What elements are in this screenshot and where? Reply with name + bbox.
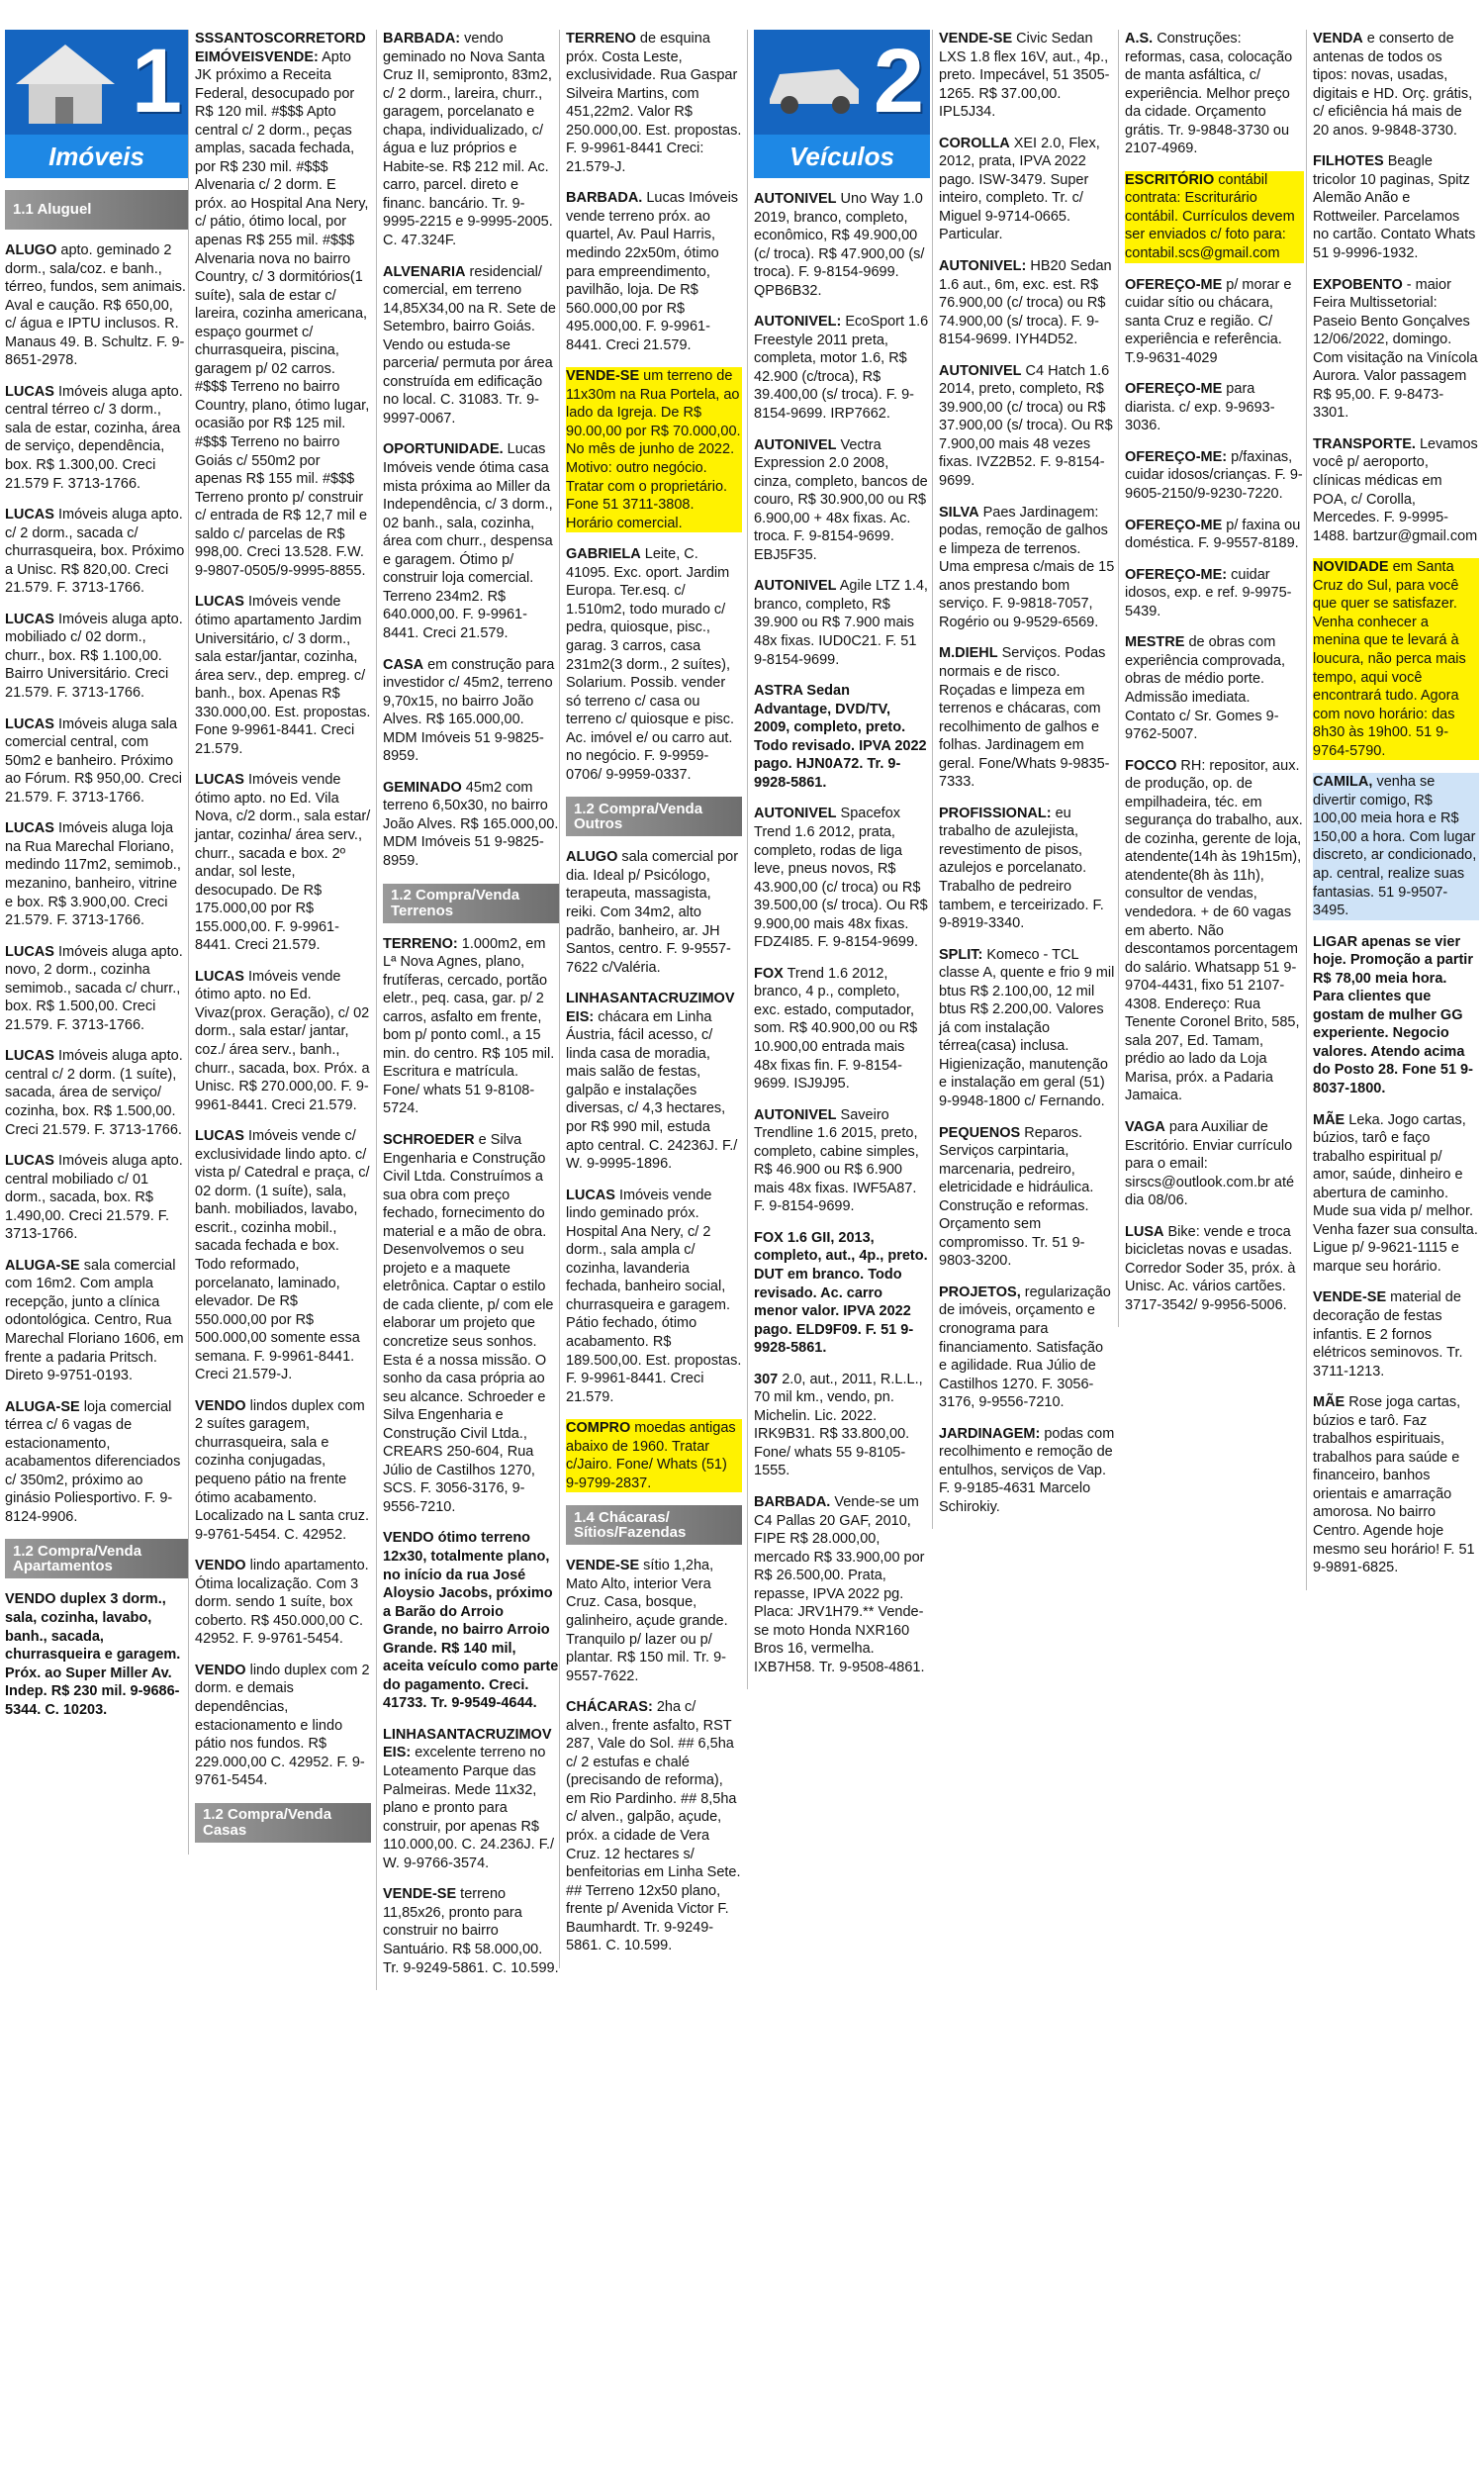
ad-heading: AUTONIVEL — [754, 578, 837, 595]
classified-ad — [566, 1698, 742, 1955]
classified-ad — [1125, 276, 1304, 368]
classified-ad — [566, 1419, 742, 1492]
subsection-header: 1.2 Compra/Venda Casas — [195, 1803, 371, 1843]
classified-ad — [939, 644, 1115, 791]
ad-heading: MÃE — [1313, 1111, 1345, 1128]
ad-heading: LUCAS — [5, 1048, 54, 1065]
classified-ad — [939, 257, 1115, 349]
classified-ad — [754, 577, 930, 669]
ad-text: Imóveis aluga apto. mobiliado c/ 02 dorm., churr., box. R$ 1.100,00. Bairro Universitário. Creci 21.579. F. 3713-1766. — [5, 611, 183, 702]
ad-text: Trend 1.6 2012, branco, 4 p., completo, exc. estado, computador, som. R$ 40.900,00 ou R$ 10.900,00 entrada mais 48x fixas fin. F. 9-8154-9699. ISJ9J95. — [754, 965, 918, 1093]
ad-heading: SSSANTOSCORRETORDEIMÓVEISVENDE: — [195, 31, 366, 65]
ad-text: em Santa Cruz do Sul, para você que quer se satisfazer. Venha conhecer a menina que te levará à loucura, não perca mais tempo, aqui você encontrará tudo. Agora com novo horário: das 8h30 às 19h00. 51 9-9764-5790. — [1313, 559, 1466, 759]
ad-text: Imóveis aluga loja na Rua Marechal Floriano, medindo 117m2, semimob., mezanino, banheiro, vitrine e box. R$ 3.900,00. Creci 21.579. F. 3713-1766. — [5, 820, 181, 929]
classified-ad — [5, 383, 188, 493]
classified-ad — [195, 968, 371, 1114]
ad-text: RH: repositor, aux. de produção, op. de empilhadeira, téc. em segurança do trabalho, aux. de cozinha, gerente de loja, atendente(14h às 19h15m), atendente(8h às 11h), consultor de vendas, vendedora. + de 60 vagas em aberto. Não descontamos porcentagem do salário. Whatsapp 51 9-9704-4431, fixo 51 2107-4308. Endereço: Rua Tenente Coronel Brito, 585, sala 207, Ed. Tamam, prédio ao lado da Loja Marisa, próx. a Padaria Jamaica. — [1125, 757, 1303, 1104]
ad-heading: LUCAS — [195, 772, 244, 789]
classified-ad — [566, 848, 742, 977]
ad-text: de obras com experiência comprovada, obras de médio porte. Admissão imediata. Contato c/ Sr. Gomes 9-9762-5007. — [1125, 634, 1286, 743]
subsection-header: 1.1 Aluguel — [5, 190, 188, 230]
ad-text: venha se divertir comigo, R$ 100,00 meia hora e R$ 150,00 a hora. Com lugar discreto, ar condicionado, ap. central, realize suas fantasias. 51 9-9507-3495. — [1313, 774, 1477, 919]
ad-heading: MÃE — [1313, 1394, 1345, 1411]
ad-heading: TERRENO — [566, 31, 636, 47]
ad-text: Vectra Expression 2.0 2008, cinza, completo, bancos de couro, R$ 30.900,00 ou R$ 6.900,00 + 48x fixas. Ac. troca. F. 9-8154-9699. EBJ5F35. — [754, 436, 928, 563]
classified-ad — [5, 819, 188, 929]
ad-text: Imóveis aluga apto. c/ 2 dorm., sacada c/ churrasqueira, box. Próximo a Unisc. R$ 820,00. Creci 21.579. F. 3713-1766. — [5, 507, 185, 597]
ad-text: Reparos. Serviços carpintaria, marcenaria, pedreiro, eletricidade e hidráulica. Construção e reformas. Orçamento sem compromisso. Tr. 51 9-9803-3200. — [939, 1124, 1094, 1270]
column-8 — [1306, 30, 1479, 1590]
classified-ad — [1313, 435, 1479, 545]
ad-text: lindos duplex com 2 suítes garagem, churrasqueira, sala e cozinha conjugadas, pequeno pátio na frente ótimo acabamento. Localizado na L santa cruz. 9-9761-5454. C. 42952. — [195, 1397, 369, 1543]
classified-ad — [1125, 30, 1304, 158]
ad-heading: PROJETOS, — [939, 1284, 1021, 1300]
classified-ad — [939, 362, 1115, 491]
ad-text: lindo duplex com 2 dorm. e demais dependências, estacionamento e lindo pátio nos fundos. R$ 229.000,00 C. 42952. F. 9-9761-5454. — [195, 1662, 370, 1789]
ad-text: Imóveis vende ótimo apto. no Ed. Vivaz(prox. Geração), c/ 02 dorm., sala estar/ jantar, coz./ área serv., banh., churr., sacada, box. Próx. a Unisc. R$ 270.000,00. F. 9-9961-8441. Creci 21.579. — [195, 968, 370, 1113]
ad-heading: LUCAS — [566, 1187, 615, 1203]
ad-text: Beagle tricolor 10 paginas, Spitz Alemão Anão e Rottweiler. Parcelamos no cartão. Contato Whats 51 9-9996-1932. — [1313, 153, 1476, 262]
classified-ad — [383, 440, 559, 642]
ad-text: 2.0, aut., 2011, R.L.L., 70 mil km., vendo, pn. Michelin. Lic. 2022. IRK9B31. R$ 33.800,00. Fone/ whats 55 9-8105-1555. — [754, 1371, 923, 1479]
ad-heading: GABRIELA — [566, 546, 641, 563]
classified-ad — [1313, 276, 1479, 423]
classified-ad — [939, 30, 1115, 122]
classified-ad — [1125, 633, 1304, 743]
classified-ad — [754, 1229, 930, 1358]
ad-heading: TERRENO: — [383, 935, 458, 952]
ad-heading: SILVA — [939, 504, 979, 521]
ad-heading: LUCAS — [5, 820, 54, 837]
ad-heading: ALUGO — [566, 849, 618, 866]
ad-text: em construção para investidor c/ 45m2, terreno 9,70x15, no bairro João Alves. R$ 165.000,00. MDM Imóveis 51 9-9825-8959. — [383, 656, 555, 765]
classified-ad — [5, 506, 188, 598]
classified-ad — [195, 1397, 371, 1544]
classified-ad — [1125, 517, 1304, 553]
classified-ad — [754, 436, 930, 565]
ad-text: Agile LTZ 1.4, branco, completo, R$ 39.900 ou R$ 7.900 mais 48x fixas. IUD0C21. F. 51 9-8154-9699. — [754, 578, 928, 668]
classified-ad — [383, 656, 559, 766]
column-3 — [376, 30, 559, 1990]
ad-heading: AUTONIVEL — [939, 362, 1022, 379]
ad-text: 45m2 com terreno 6,50x30, no bairro João Alves. R$ 165.000,00. MDM Imóveis 51 9-9825-8959. — [383, 779, 559, 869]
column-1 — [5, 30, 188, 1732]
ad-heading: VENDO — [195, 1558, 246, 1574]
classified-ad — [1125, 380, 1304, 435]
ad-text: para Auxiliar de Escritório. Enviar currículo para o email: sirscs@outlook.com.br até dia 08/06. — [1125, 1118, 1295, 1209]
classified-ad — [1125, 757, 1304, 1105]
classified-ad — [195, 30, 371, 580]
ad-text: e conserto de antenas de todos os tipos: novas, usadas, digitais e HD. Orç. grátis, c/ eficiência há mais de 20 anos. 9-9848-3730. — [1313, 31, 1473, 139]
ad-text: C4 Hatch 1.6 2014, preto, completo, R$ 39.900,00 (c/ troca) ou R$ 37.900,00 (s/ troca). Ou R$ 7.900,00 mais 48 vezes fixas. IVZ2B52. F. 9-8154-9699. — [939, 362, 1113, 490]
classified-ad — [566, 990, 742, 1173]
classified-ad — [383, 779, 559, 871]
ad-text: e Silva Engenharia e Construção Civil Ltda. Construímos a sua obra com preço fechado, fornecimento do material e a mão de obra. Desenvolvemos o seu projeto e a maquete eletrônica. Captar o estilo de cada cliente, p/ com ele elaborar um projeto que concretize seus sonhos. Esta é a nossa missão. O sonho da casa própria ao seu alcance. Schroeder e Silva Engenharia e Construção Civil Ltda., CREARS 250-604, Rua Júlio de Castilhos 1270, SCS. F. 3056-3176, 9-9556-7210. — [383, 1131, 554, 1515]
ad-text: loja comercial térrea c/ 6 vagas de estacionamento, acabamentos diferenciados c/ 350m2, próximo ao ginásio Poliesportivo. F. 9-8124-9906. — [5, 1398, 181, 1525]
ad-heading: VENDO ótimo terreno 12x30, totalmente plano, no início da rua José Aloysio Jacobs, próximo a Barão do Arroio Grande, no bairro Arroio Grande. R$ 140 mil, aceita veículo como parte do pagamento. Creci. 41733. Tr. 9-9549-4644. — [383, 1530, 559, 1712]
ad-heading: LUCAS — [5, 943, 54, 960]
ad-text: p/ morar e cuidar sítio ou chácara, santa Cruz e região. C/ experiência e referência. T.9-9631-4029 — [1125, 276, 1292, 366]
classified-ad — [754, 1371, 930, 1480]
ad-text: Construções: reformas, casa, colocação de manta asfáltica, c/ experiência. Melhor preço da cidade. Orçamento grátis. Tr. 9-9848-3730 ou 2107-4969. — [1125, 31, 1293, 157]
classified-ad — [195, 771, 371, 954]
ad-heading: LUSA — [1125, 1223, 1164, 1240]
ad-text: terreno 11,85x26, pronto para construir no bairro Santuário. R$ 58.000,00. Tr. 9-9249-5861. C. 10.599. — [383, 1886, 559, 1976]
classified-ad — [939, 1124, 1115, 1271]
ad-text: Saveiro Trendline 1.6 2015, preto, completo, cabine simples, R$ 46.900 ou R$ 6.900 mais 48x fixas. IWF5A87. F. 9-8154-9699. — [754, 1106, 919, 1215]
ad-heading: VENDE-SE — [383, 1886, 457, 1903]
ad-heading: OFEREÇO-ME: — [1125, 566, 1228, 583]
classified-ad — [754, 965, 930, 1094]
column-2 — [188, 30, 371, 1855]
classified-ad — [939, 135, 1115, 244]
ad-text: Komeco - TCL classe A, quente e frio 9 mil btus R$ 2.100,00, 12 mil btus R$ 2.200,00. Valores já com instalação térrea(casa) inclusa. Higienização, manutenção e instalação em geral (51) 9-9948-1800 c/ Fernando. — [939, 946, 1115, 1109]
ad-text: para diarista. c/ exp. 9-9693-3036. — [1125, 381, 1275, 434]
ad-text: residencial/ comercial, em terreno 14,85X34,00 na R. Sete de Setembro, bairro Goiás. Vendo ou estuda-se parceria/ permuta por área construída em edificação no local. C. 31083. Tr. 9-9997-0067. — [383, 263, 556, 427]
ad-heading: VENDE-SE — [939, 31, 1013, 47]
classified-ad — [939, 1425, 1115, 1517]
classified-ad — [5, 241, 188, 370]
classified-ad — [754, 1493, 930, 1676]
ad-text: Serviços. Podas normais e de risco. Roçadas e limpeza em terrenos e chácaras, com recolhimento de galhos e folhas. Jardinagem em geral. Fone/Whats 9-9835-7333. — [939, 645, 1110, 791]
classified-ad — [1125, 1223, 1304, 1315]
classified-ad — [195, 1127, 371, 1384]
ad-heading: COROLLA — [939, 135, 1010, 151]
section-label: Veículos — [754, 135, 930, 178]
classified-ad — [754, 190, 930, 300]
ad-text: Imóveis vende lindo geminado próx. Hospital Ana Nery, c/ 2 dorm., sala ampla c/ cozinha, lavanderia fechada, banheiro social, churrasqueira e garagem. Pátio fechado, ótimo acabamento. R$ 189.500,00. Est. propostas. F. 9-9961-8441. Creci 21.579. — [566, 1187, 742, 1405]
ad-text: Imóveis vende c/ exclusividade lindo apto. c/ vista p/ Catedral e praça, c/ 02 dorm. (1 suíte), sala, banh. mobiliados, lavabo, escrit., cozinha mobil., sacada fechada e box. Todo reformado, porcelanato, laminado, elevador. De R$ 550.000,00 por R$ 500.000,00 somente essa semana. F. 9-9961-8441. Creci 21.579-J. — [195, 1128, 370, 1383]
classified-ad — [383, 935, 559, 1118]
classified-ad — [1313, 933, 1479, 1098]
ad-text: Apto JK próximo a Receita Federal, desocupado por R$ 120 mil. #$$$ Apto central c/ 2 dorm., peças amplas, sacada fechada, por R$ 230 mil. #$$$ Alvenaria c/ 2 dorm. E próx. ao Hospital Ana Nery, c/ pátio, ótimo local, por apenas R$ 255 mil. #$$$ Alvenaria nova no bairro Country, c/ 3 dormitórios(1 suíte), sala de estar c/ lareira, cozinha americana, espaço gourmet c/ churrasqueira, piscina, garagem p/ 02 carros. #$$$ Terreno no bairro Country, plano, ótimo lugar, ocasião por R$ 125 mil. #$$$ Terreno no bairro Goiás c/ 550m2 por apenas R$ 155 mil. #$$$ Terreno pronto p/ construir c/ entrada de R$ 12,7 mil e saldo c/ parcelas de R$ 998,00. Creci 13.528. F.W. 9-9807-0505/9-9995-8855. — [195, 48, 370, 579]
classified-ad — [1313, 1393, 1479, 1576]
ad-heading: VENDO — [195, 1662, 246, 1678]
ad-heading: AUTONIVEL: — [754, 314, 842, 331]
ad-text: cuidar idosos, exp. e ref. 9-9975-5439. — [1125, 566, 1292, 619]
ad-text: Civic Sedan LXS 1.8 flex 16V, aut., 4p., preto. Impecável, 51 3505-1265. R$ 37.00,00. IPL5J34. — [939, 31, 1110, 121]
ad-heading: LUCAS — [5, 383, 54, 400]
subsection-header: 1.2 Compra/Venda Terrenos — [383, 884, 559, 923]
subsection-header: 1.2 Compra/Venda Outros — [566, 797, 742, 836]
ad-heading: LUCAS — [5, 611, 54, 627]
ad-text: sala comercial por dia. Ideal p/ Psicólogo, terapeuta, massagista, reiki. Com 34m2, alto padrão, banheiro, ar. JH Santos, centro. F. 9-9557-7622 c/Valéria. — [566, 849, 739, 976]
ad-heading: FOX — [754, 965, 784, 982]
classified-ad — [5, 1047, 188, 1139]
classified-ad — [195, 1662, 371, 1790]
classified-ad — [754, 313, 930, 423]
classified-ad — [383, 263, 559, 428]
ad-heading: SPLIT: — [939, 946, 983, 963]
ad-heading: AUTONIVEL — [754, 806, 837, 822]
ad-heading: LINHASANTACRUZIMOVEIS: — [566, 991, 735, 1025]
ad-text: Paes Jardinagem: podas, remoção de galhos e limpeza de terrenos. Uma empresa c/mais de 15 anos prestando bom serviço. F. 9-9818-7057, Rogério ou 9-9529-6569. — [939, 504, 1115, 630]
ad-text: contábil contrata: Escriturário contábil. Currículos devem ser enviados c/ foto para: contabil.scs@gmail.com — [1125, 171, 1295, 262]
classified-ad — [5, 1398, 188, 1527]
classified-ad — [383, 1885, 559, 1977]
ad-heading: OFEREÇO-ME — [1125, 381, 1223, 398]
ad-heading: A.S. — [1125, 31, 1154, 47]
classified-ad — [5, 1257, 188, 1385]
ad-text: XEI 2.0, Flex, 2012, prata, IPVA 2022 pago. ISW-3479. Super inteiro, completo. Tr. c/ Miguel 9-9714-0665. Particular. — [939, 135, 1100, 243]
section-number: 1 — [131, 31, 182, 132]
classified-ad — [566, 1187, 742, 1407]
ad-heading: VENDO — [195, 1397, 246, 1414]
classified-ad — [1313, 1288, 1479, 1380]
ad-heading: AUTONIVEL — [754, 1106, 837, 1123]
ad-text: EcoSport 1.6 Freestyle 2011 preta, completa, motor 1.6, R$ 42.900 (c/troca), R$ 39.400,00 (s/ troca). F. 9-8154-9699. IRP7662. — [754, 314, 929, 423]
ad-text: Imóveis aluga apto. novo, 2 dorm., cozinha semimob., sacada c/ churr., box. R$ 1.500,00. Creci 21.579. F. 3713-1766. — [5, 943, 183, 1033]
ad-text: 2ha c/ alven., frente asfalto, RST 287, Vale do Sol. ## 6,5ha c/ 2 estufas e chalé (precisando de reforma), em Rio Pardinho. ## 8,5ha c/ alven., galpão, açude, próx. a cidade de Vera Cruz. 12 hectares s/ benfeitorias em Linha Sete. ## Terreno 12x50 plano, frente p/ Avenida Victor F. Baumhardt. Tr. 9-9249-5861. C. 10.599. — [566, 1699, 741, 1954]
ad-text: sala comercial com 16m2. Com ampla recepção, junto a clínica odontológica. Centro, Rua Marechal Floriano 1606, em frente a padaria Pritsch. Direto 9-9751-0193. — [5, 1257, 184, 1384]
ad-heading: JARDINAGEM: — [939, 1425, 1041, 1442]
ad-heading: AUTONIVEL — [754, 191, 837, 207]
ad-heading: LUCAS — [5, 715, 54, 732]
ad-text: apto. geminado 2 dorm., sala/coz. e banh., térreo, fundos, sem animais. Aval e caução. R$ 650,00, c/ água e IPTU inclusos. R. Manaus 49. B. Schultz. F. 9-8651-2978. — [5, 242, 186, 369]
classified-ad — [383, 1131, 559, 1516]
ad-heading: NOVIDADE — [1313, 559, 1389, 576]
ad-heading: VENDE-SE — [1313, 1289, 1387, 1306]
classified-ad — [1125, 171, 1304, 263]
ad-text: chácara em Linha Áustria, fácil acesso, c/ linda casa de moradia, mais salão de festas, galpão e instalações diversas, c/ 4,3 hectares, por R$ 990 mil, estuda apto central. C. 24236J. F./ W. 9-9995-1896. — [566, 1008, 738, 1173]
ad-text: sítio 1,2ha, Mato Alto, interior Vera Cruz. Casa, bosque, galinheiro, açude grande. Tranquilo p/ lazer ou p/ plantar. R$ 150 mil. Tr. 9-9557-7622. — [566, 1558, 728, 1684]
ad-heading: OFEREÇO-ME — [1125, 276, 1223, 293]
ad-heading: VENDE-SE — [566, 368, 640, 385]
classified-ad — [383, 1726, 559, 1872]
ad-heading: CAMILA, — [1313, 774, 1373, 791]
ad-heading: VENDA — [1313, 31, 1363, 47]
ad-heading: FOX 1.6 GII, 2013, completo, aut., 4p., preto. DUT em branco. Todo revisado. Ac. carro menor valor. IPVA 2022 pago. ELD9F09. F. 51 9-9928-5861. — [754, 1229, 928, 1357]
ad-heading: LUCAS — [195, 594, 244, 611]
ad-heading: CASA — [383, 656, 424, 673]
house-icon — [11, 40, 120, 129]
ad-text: Leka. Jogo cartas, búzios, tarô e faço trabalho espiritual p/ amor, saúde, dinheiro e abertura de caminho. Mude sua vida p/ melhor. Venha fazer sua consulta. Ligue p/ 9-9621-1115 e marque seu horário. — [1313, 1111, 1478, 1275]
ad-heading: PROFISSIONAL: — [939, 805, 1052, 821]
ad-heading: ASTRA Sedan Advantage, DVD/TV, 2009, completo, preto. Todo revisado. IPVA 2022 pago. HJN0A72. Tr. 9-9928-5861. — [754, 683, 927, 791]
ad-text: moedas antigas abaixo de 1960. Tratar c/Jairo. Fone/ Whats (51) 9-9799-2837. — [566, 1420, 736, 1491]
ad-text: Imóveis vende ótimo apto. no Ed. Vila Nova, c/2 dorm., sala estar/ jantar, cozinha/ área serv., churr., sacada e box. 2º andar, sol leste, desocupado. De R$ 175.000,00 por R$ 155.000,00. F. 9-9961-8441. Creci 21.579. — [195, 772, 371, 954]
section-number: 2 — [873, 31, 924, 132]
classified-ad — [5, 1590, 188, 1719]
ad-heading: COMPRO — [566, 1420, 631, 1437]
classified-ad — [566, 30, 742, 176]
ad-heading: OFEREÇO-ME: — [1125, 448, 1228, 465]
classified-ad — [1125, 448, 1304, 504]
ad-heading: VAGA — [1125, 1118, 1165, 1135]
ad-heading: GEMINADO — [383, 779, 462, 796]
ad-heading: SCHROEDER — [383, 1131, 475, 1148]
ad-heading: FOCCO — [1125, 757, 1177, 774]
ad-text: Spacefox Trend 1.6 2012, prata, completo, rodas de liga leve, pneus novos, R$ 43.900,00 (c/ troca) ou R$ 39.500,00 (s/ troca). Ou R$ 9.900,00 mais 48x fixas. FDZ4I85. F. 9-8154-9699. — [754, 806, 928, 951]
ad-text: vendo geminado no Nova Santa Cruz II, semipronto, 83m2, c/ 2 dorm., lareira, churr., garagem, porcelanato e chapa, individualizado, c/ água e luz próprios e Habite-se. R$ 212 mil. Ac. carro, parcel. direto e financ. bancário. Tr. 9-9995-2215 e 9-9995-2005. C. 47.324F. — [383, 31, 553, 249]
ad-heading: AUTONIVEL — [754, 436, 837, 453]
ad-text: Leite, C. 41095. Exc. oport. Jardim Europa. Ter.esq. c/ 1.510m2, todo murado c/ pedra, quiosque, pisc., garag. 3 carros, casa 231m2(3 dorm., 2 suítes), Solarium. Possib. vender só terreno c/ casa ou terreno c/ quiosque e pisc. Ac. imóvel e/ ou carro aut. no negócio. F. 9-9959-0706/ 9-9959-0337. — [566, 546, 735, 783]
ad-text: p/ faxina ou doméstica. F. 9-9557-8189. — [1125, 517, 1301, 552]
ad-heading: VENDE-SE — [566, 1558, 640, 1574]
classified-ad — [1313, 773, 1479, 919]
ad-heading: MESTRE — [1125, 634, 1185, 651]
ad-text: material de decoração de festas infantis. E 2 fornos elétricos seminovos. Tr. 3711-1213. — [1313, 1289, 1463, 1380]
ad-heading: BARBADA: — [383, 31, 461, 47]
classified-ad — [754, 682, 930, 792]
classified-ad — [566, 189, 742, 354]
ad-text: Bike: vende e troca bicicletas novas e usadas. Corredor Soder 35, próx. à Unisc. Ac. vários cartões. 3717-3542/ 9-9956-5006. — [1125, 1223, 1296, 1313]
ad-heading: LIGAR apenas se vier hoje. Promoção a partir R$ 78,00 meia hora. Para clientes que gostam de mulher GG experiente. Negocio valores. Atendo acima do Posto 28. Fone 51 9-8037-1800. — [1313, 933, 1473, 1096]
ad-heading: EXPOBENTO — [1313, 276, 1403, 293]
ad-text: eu trabalho de azulejista, revestimento de pisos, azulejos e porcelanato. Trabalho de pedreiro tambem, e terceirizado. F. 9-8919-3340. — [939, 805, 1104, 932]
subsection-header: 1.4 Chácaras/ Sítios/Fazendas — [566, 1505, 742, 1545]
car-icon — [760, 40, 869, 129]
ad-text: Rose joga cartas, búzios e tarô. Faz trabalhos espirituais, trabalhos para saúde e financeiro, banhos orientais e amarração amorosa. No bairro Centro. Agende hoje mesmo seu horário! F. 51 9-9891-6825. — [1313, 1394, 1475, 1576]
column-5 — [747, 30, 930, 1689]
ad-text: Levamos você p/ aeroporto, clínicas médicas em POA, c/ Corolla, Mercedes. F. 9-9995-1488. bartzur@gmail.com — [1313, 435, 1478, 544]
column-4 — [559, 30, 742, 1968]
ad-heading: LUCAS — [5, 1153, 54, 1170]
classified-ad — [939, 946, 1115, 1111]
column-6 — [932, 30, 1115, 1529]
ad-text: lindo apartamento. Ótima localização. Com 3 dorm. sendo 1 suíte, box coberto. R$ 450.000,00 C. 42952. F. 9-9761-5454. — [195, 1558, 369, 1648]
subsection-header: 1.2 Compra/Venda Apartamentos — [5, 1539, 188, 1578]
ad-heading: VENDO duplex 3 dorm., sala, cozinha, lavabo, banh., sacada, churrasqueira e garagem. Próx. ao Super Miller Av. Indep. R$ 230 mil. 9-9686-5344. C. 10203. — [5, 1591, 181, 1718]
classified-ad — [5, 715, 188, 808]
ad-text: regularização de imóveis, orçamento e cronograma para financiamento. Satisfação e agilidade. Rua Júlio de Castilhos 1270. F. 3056-3176, 9-9556-7210. — [939, 1284, 1111, 1411]
section-veiculos-banner — [754, 30, 930, 178]
classified-ad — [5, 1152, 188, 1244]
ad-text: p/faxinas, cuidar idosos/crianças. F. 9-9605-2150/9-9230-7220. — [1125, 448, 1303, 503]
section-imoveis-banner — [5, 30, 188, 178]
classified-ad — [939, 504, 1115, 632]
ad-text: HB20 Sedan 1.6 aut., 6m, exc. est. R$ 76.900,00 (c/ troca) ou R$ 74.900,00 (s/ troca). F. 9-8154-9699. IYH4D52. — [939, 258, 1112, 348]
ad-text: excelente terreno no Loteamento Parque das Palmeiras. Mede 11x32, plano e pronto para construir, por apenas R$ 110.000,00. C. 24.236J. F./ W. 9-9766-3574. — [383, 1745, 555, 1871]
ad-text: Lucas Imóveis vende ótima casa mista próxima ao Miller da Independência, c/ 3 dorm., 02 banh., sala, cozinha, área com churr., despensa e garagem. Ótimo p/ construir loja comercial. Terreno 234m2. R$ 640.000,00. F. 9-9961-8441. Creci 21.579. — [383, 441, 553, 641]
ad-text: Lucas Imóveis vende terreno próx. ao quartel, Av. Paul Harris, medindo 22x50m, ótimo para empreendimento, pavilhão, loja. De R$ 560.000,00 por R$ 495.000,00. F. 9-9961-8441. Creci 21.579. — [566, 190, 739, 353]
classified-ad — [195, 593, 371, 758]
section-label: Imóveis — [5, 135, 188, 178]
classified-ad — [754, 805, 930, 951]
ad-heading: OPORTUNIDADE. — [383, 441, 504, 458]
ad-text: 1.000m2, em Lª Nova Agnes, plano, frutíferas, cercado, portão eletr., peq. casa, gar. p/ 2 carros, asfalto em frente, bom p/ ponto coml., a 15 min. do centro. R$ 105 mil. Escritura e matrícula. Fone/ whats 51 9-8108-5724. — [383, 935, 555, 1117]
ad-text: de esquina próx. Costa Leste, exclusividade. Rua Gaspar Silveira Martins, com 451,22m2. Valor R$ 250.000,00. Est. propostas. F. 9-9961-8441 Creci: 21.579-J. — [566, 31, 742, 175]
classified-ad — [1313, 558, 1479, 760]
ad-heading: BARBADA. — [754, 1494, 831, 1510]
classified-ad — [1313, 30, 1479, 140]
ad-heading: M.DIEHL — [939, 645, 998, 662]
classified-ad — [566, 367, 742, 532]
ad-text: Uno Way 1.0 2019, branco, completo, econômico, R$ 49.900,00 (c/ troca). R$ 47.900,00 (s/ troca). F. 9-8154-9699. QPB6B32. — [754, 191, 925, 299]
ad-text: Imóveis aluga apto. central mobiliado c/ 01 dorm., sacada, box. R$ 1.490,00. Creci 21.579. F. 3713-1766. — [5, 1153, 183, 1243]
classified-ad — [939, 1284, 1115, 1412]
classified-ad — [566, 545, 742, 784]
column-7 — [1118, 30, 1304, 1327]
classified-ad — [566, 1557, 742, 1685]
ad-heading: PEQUENOS — [939, 1124, 1021, 1141]
ad-text: um terreno de 11x30m na Rua Portela, ao lado da Igreja. De R$ 90.00,00 por R$ 70.000,00. No mês de junho de 2022. Motivo: outro negócio. Tratar com o proprietário. Fone 51 3711-3808. Horário comercial. — [566, 368, 741, 531]
ad-heading: LUCAS — [5, 507, 54, 523]
classified-ad — [383, 30, 559, 250]
ad-heading: 307 — [754, 1371, 779, 1387]
ad-heading: ALVENARIA — [383, 263, 466, 280]
ad-text: Vende-se um C4 Pallas 20 GAF, 2010, FIPE R$ 28.000,00, mercado R$ 33.900,00 por R$ 26.500,00. Prata, repasse, IPVA 2022 pg. Placa: JRV1H79.** Vende-se moto Honda NXR160 Bros 16, vermelha. IXB7H58. Tr. 9-9508-4861. — [754, 1494, 925, 1675]
classified-ad — [1313, 1111, 1479, 1277]
classified-ad — [939, 805, 1115, 933]
ad-heading: ALUGO — [5, 242, 57, 258]
ad-heading: ALUGA-SE — [5, 1257, 80, 1274]
ad-heading: LUCAS — [195, 1128, 244, 1145]
classified-ad — [195, 1557, 371, 1649]
ad-heading: LUCAS — [195, 968, 244, 985]
ad-heading: AUTONIVEL: — [939, 258, 1027, 275]
classified-ad — [1125, 566, 1304, 621]
classified-ad — [1313, 152, 1479, 262]
classified-ad — [383, 1529, 559, 1712]
ad-text: Imóveis vende ótimo apartamento Jardim Universitário, c/ 3 dorm., sala estar/jantar, cozinha, área serv., dep. empreg. c/ banh., box. Apenas R$ 330.000,00. Est. propostas. Fone 9-9961-8441. Creci 21.579. — [195, 594, 371, 757]
ad-text: podas com recolhimento e remoção de entulhos, serviços de Vap. F. 9-9185-4631 Marcelo Schirokiy. — [939, 1425, 1115, 1515]
ad-heading: OFEREÇO-ME — [1125, 517, 1223, 533]
ad-heading: LINHASANTACRUZIMOVEIS: — [383, 1726, 552, 1761]
ad-text: Imóveis aluga sala comercial central, com 50m2 e banheiro. Próximo ao Fórum. R$ 950,00. Creci 21.579. F. 3713-1766. — [5, 715, 182, 806]
ad-heading: ESCRITÓRIO — [1125, 171, 1215, 188]
ad-heading: BARBADA. — [566, 190, 643, 207]
ad-heading: TRANSPORTE. — [1313, 435, 1416, 452]
classified-ad — [5, 611, 188, 703]
classified-ad — [754, 1106, 930, 1216]
classified-ad — [5, 943, 188, 1035]
ad-heading: ALUGA-SE — [5, 1398, 80, 1415]
classified-ad — [1125, 1118, 1304, 1210]
ad-text: - maior Feira Multissetorial: Paseio Bento Gonçalves 12/06/2022, domingo. Com visitação na Vinícola Aurora. Valor passagem R$ 95,00. F. 9-8473-3301. — [1313, 276, 1478, 422]
ad-heading: CHÁCARAS: — [566, 1699, 653, 1716]
ad-text: Imóveis aluga apto. central c/ 2 dorm. (1 suíte), sacada, área de serviço/ cozinha, box. R$ 1.500,00. Creci 21.579. F. 3713-1766. — [5, 1048, 183, 1138]
ad-heading: FILHOTES — [1313, 153, 1384, 170]
ad-text: Imóveis aluga apto. central térreo c/ 3 dorm., sala de estar, cozinha, área de serviço, dependência, box. R$ 1.300,00. Creci 21.579 F. 3713-1766. — [5, 383, 183, 492]
